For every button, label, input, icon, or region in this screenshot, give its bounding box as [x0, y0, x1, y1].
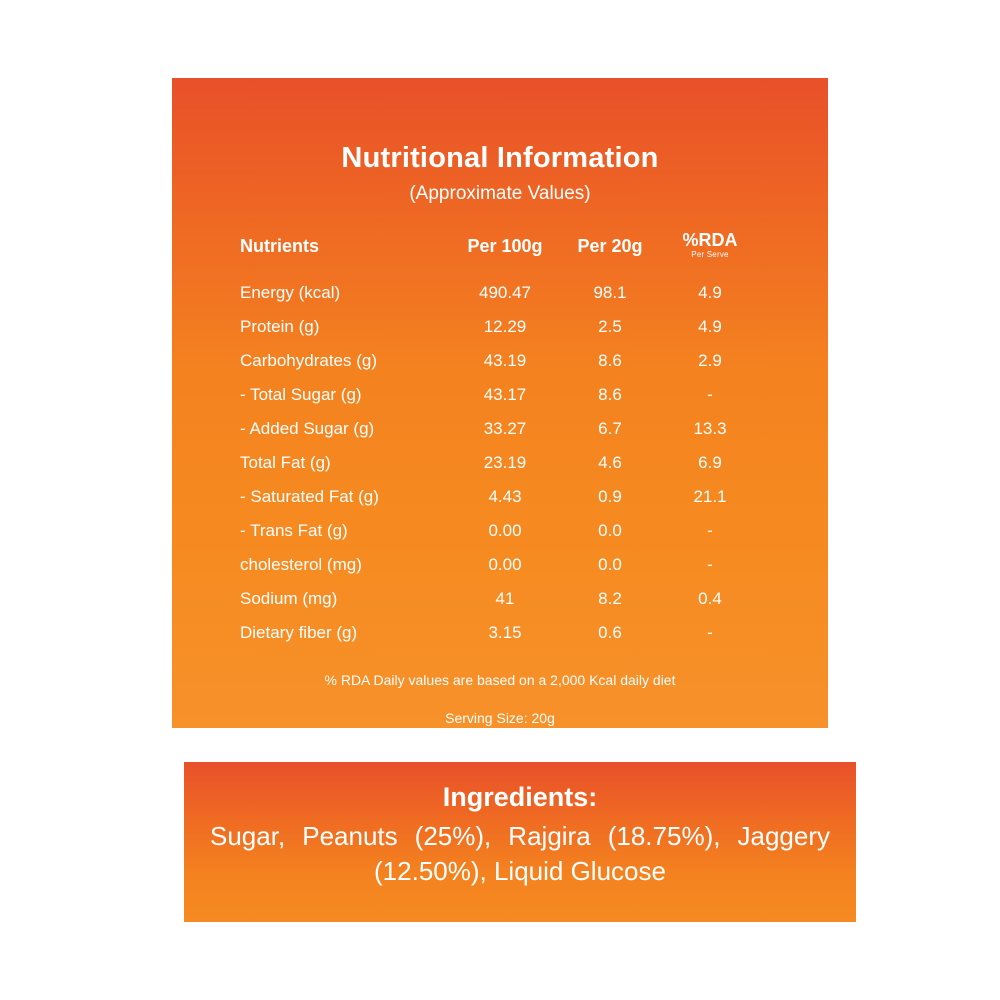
nutrient-per-20g: 8.6	[598, 351, 622, 370]
column-header-rda	[660, 227, 760, 276]
column-header-rda-sub: Per Serve	[691, 250, 729, 259]
nutrition-subtitle: (Approximate Values)	[409, 183, 591, 204]
nutrient-per-20g: 0.0	[598, 521, 622, 540]
column-header-rda-main: %RDA	[682, 230, 738, 250]
table-row	[240, 582, 760, 616]
nutrient-per-20g: 6.7	[598, 419, 622, 438]
nutrient-per-100g: 0.00	[488, 555, 522, 574]
nutrient-per-20g: 8.2	[598, 589, 622, 608]
nutrient-per-20g: 4.6	[598, 453, 622, 472]
nutrient-name: - Added Sugar (g)	[240, 419, 375, 438]
nutrient-per-100g: 0.00	[488, 521, 522, 540]
table-header-row	[240, 227, 760, 276]
nutrient-per-100g: 490.47	[479, 283, 531, 302]
nutrient-per-100g: 12.29	[483, 317, 527, 336]
column-header-nutrients: Nutrients	[240, 236, 320, 256]
nutrient-per-20g: 0.9	[598, 487, 622, 506]
column-header-per-20g: Per 20g	[577, 236, 643, 256]
nutrient-per-20g: 0.0	[598, 555, 622, 574]
nutrient-rda: 6.9	[698, 453, 722, 472]
nutrient-name: Sodium (mg)	[240, 589, 338, 608]
table-row	[240, 514, 760, 548]
nutrient-per-100g: 4.43	[488, 487, 522, 506]
table-row	[240, 276, 760, 310]
nutrient-per-100g: 33.27	[483, 419, 527, 438]
nutrient-name: - Saturated Fat (g)	[240, 487, 379, 506]
column-header-per-100g: Per 100g	[467, 236, 543, 256]
nutrient-per-100g: 23.19	[483, 453, 527, 472]
nutrient-name: Energy (kcal)	[240, 283, 341, 302]
nutrient-rda: -	[707, 385, 713, 404]
nutrient-per-100g: 43.17	[483, 385, 527, 404]
nutrient-rda: 2.9	[698, 351, 722, 370]
nutrient-rda: 4.9	[698, 283, 722, 302]
table-row	[240, 480, 760, 514]
ingredients-title: Ingredients:	[442, 782, 598, 812]
table-row	[240, 616, 760, 650]
ingredients-text: Sugar, Peanuts (25%), Rajgira (18.75%), Jaggery (12.50%), Liquid Glucose	[210, 821, 830, 887]
nutrient-name: Total Fat (g)	[240, 453, 331, 472]
nutrient-per-100g: 43.19	[483, 351, 527, 370]
nutrient-rda: 21.1	[693, 487, 727, 506]
nutrient-rda: 13.3	[693, 419, 727, 438]
nutrient-name: Protein (g)	[240, 317, 320, 336]
nutrient-per-20g: 2.5	[598, 317, 622, 336]
nutrient-per-100g: 41	[495, 589, 515, 608]
nutrient-name: - Total Sugar (g)	[240, 385, 362, 404]
table-row	[240, 446, 760, 480]
nutrient-rda: 4.9	[698, 317, 722, 336]
table-row	[240, 344, 760, 378]
table-row	[240, 310, 760, 344]
ingredients-panel	[184, 762, 856, 922]
nutrient-per-20g: 98.1	[593, 283, 627, 302]
nutrient-name: cholesterol (mg)	[240, 555, 362, 574]
page-title: Nutritional Information	[341, 142, 659, 174]
serving-size: Serving Size: 20g	[445, 710, 555, 726]
nutrient-rda: -	[707, 623, 713, 642]
nutrient-name: - Trans Fat (g)	[240, 521, 348, 540]
rda-footnote: % RDA Daily values are based on a 2,000 Kcal daily diet	[324, 672, 676, 688]
nutrient-rda: -	[707, 555, 713, 574]
nutrient-per-20g: 8.6	[598, 385, 622, 404]
nutrient-name: Carbohydrates (g)	[240, 351, 378, 370]
nutrient-rda: 0.4	[698, 589, 722, 608]
nutrient-rda: -	[707, 521, 713, 540]
nutrient-per-20g: 0.6	[598, 623, 622, 642]
nutrient-name: Dietary fiber (g)	[240, 623, 358, 642]
nutrition-table	[240, 227, 760, 650]
table-row	[240, 412, 760, 446]
nutrition-panel	[172, 78, 828, 728]
table-row	[240, 548, 760, 582]
nutrient-per-100g: 3.15	[488, 623, 522, 642]
table-row	[240, 378, 760, 412]
